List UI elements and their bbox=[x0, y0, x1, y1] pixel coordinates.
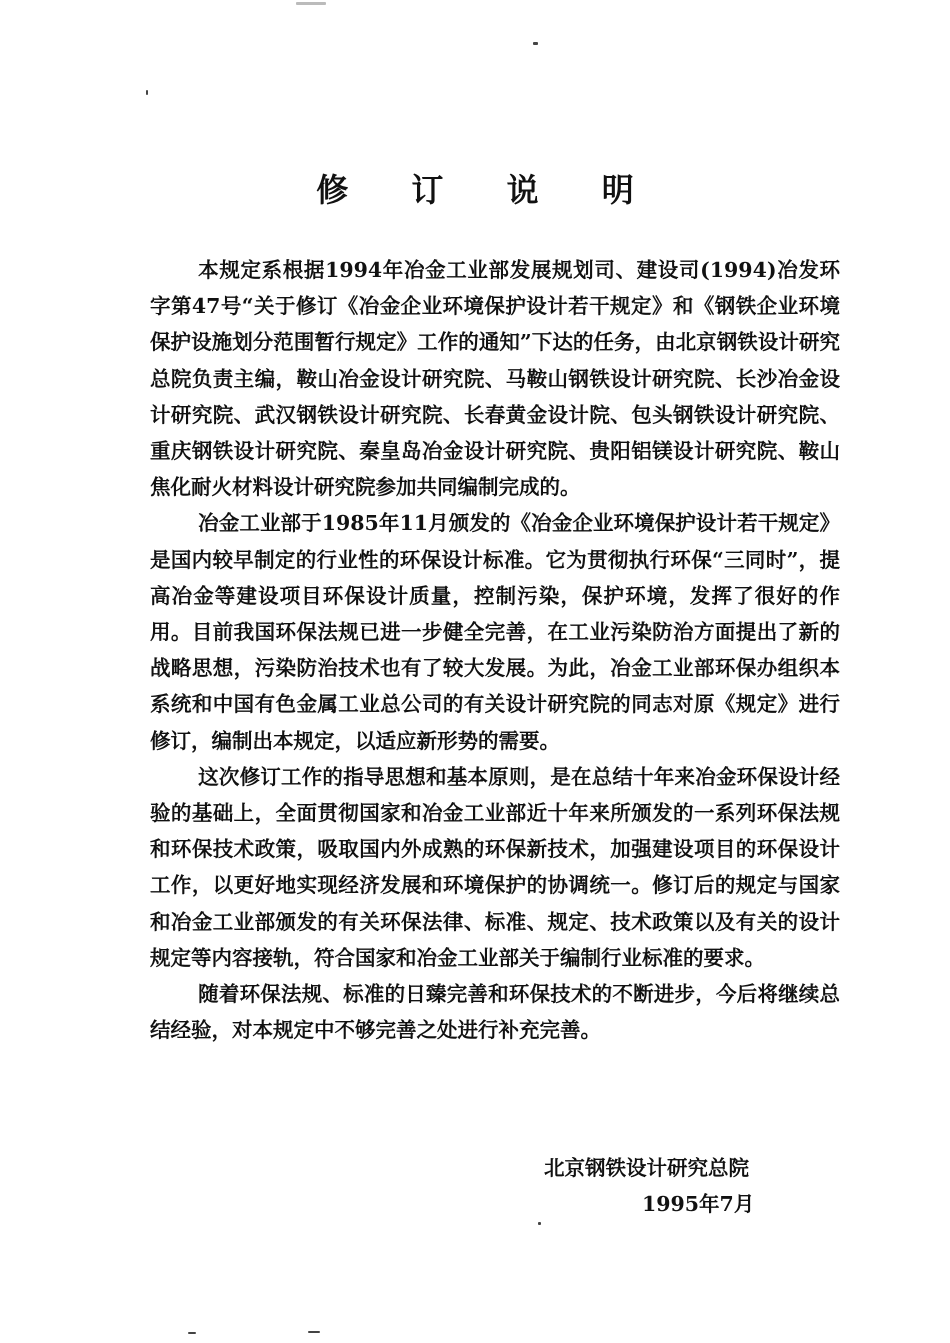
scan-speck bbox=[188, 1332, 196, 1334]
paragraph-4: 随着环保法规、标准的日臻完善和环保技术的不断进步，今后将继续总结经验，对本规定中不够完善之处进行补充完善。 bbox=[150, 982, 840, 1043]
document-title: 修 订 说 明 bbox=[316, 171, 660, 209]
scan-speck bbox=[296, 2, 326, 5]
paragraph-3: 这次修订工作的指导思想和基本原则，是在总结十年来冶金环保设计经验的基础上，全面贯彻国家和冶金工业部近十年来所颁发的一系列环保法规和环保技术政策，吸取国内外成熟的环保新技术，加强建设项目的环保设计工作，以更好地实现经济发展和环境保护的协调统一。修订后的规定与国家和冶金工业部颁发的有关环保法律、标准、规定、技术政策以及有关的设计规定等内容接轨，符合国家和冶金工业部关于编制行业标准的要求。 bbox=[150, 764, 840, 970]
signature-block bbox=[544, 1150, 804, 1222]
paragraph-1: 本规定系根据1994年冶金工业部发展规划司、建设司(1994)冶发环字第47号“关于修订《冶金企业环境保护设计若干规定》和《钢铁企业环境保护设施划分范围暂行规定》工作的通知”下达的任务，由北京钢铁设计研究总院负责主编，鞍山冶金设计研究院、马鞍山钢铁设计研究院、长沙冶金设计研究院、武汉钢铁设计研究院、长春黄金设计院、包头钢铁设计研究院、重庆钢铁设计研究院、秦皇岛冶金设计研究院、贵阳铝镁设计研究院、鞍山焦化耐火材料设计研究院参加共同编制完成的。 bbox=[150, 258, 840, 500]
signature-date: 1995年7月 bbox=[642, 1192, 755, 1216]
signature-organization: 北京钢铁设计研究总院 bbox=[544, 1156, 749, 1180]
document-body bbox=[150, 252, 840, 1048]
scan-speck bbox=[533, 42, 538, 45]
scan-speck bbox=[146, 90, 148, 95]
scan-speck bbox=[538, 1222, 541, 1225]
paragraph-2: 冶金工业部于1985年11月颁发的《冶金企业环境保护设计若干规定》是国内较早制定的行业性的环保设计标准。它为贯彻执行环保“三同时”，提高冶金等建设项目环保设计质量，控制污染，保护环境，发挥了很好的作用。目前我国环保法规已进一步健全完善，在工业污染防治方面提出了新的战略思想，污染防治技术也有了较大发展。为此，冶金工业部环保办组织本系统和中国有色金属工业总公司的有关设计研究院的同志对原《规定》进行修订，编制出本规定，以适应新形势的需要。 bbox=[150, 511, 840, 753]
scan-speck bbox=[308, 1331, 320, 1333]
